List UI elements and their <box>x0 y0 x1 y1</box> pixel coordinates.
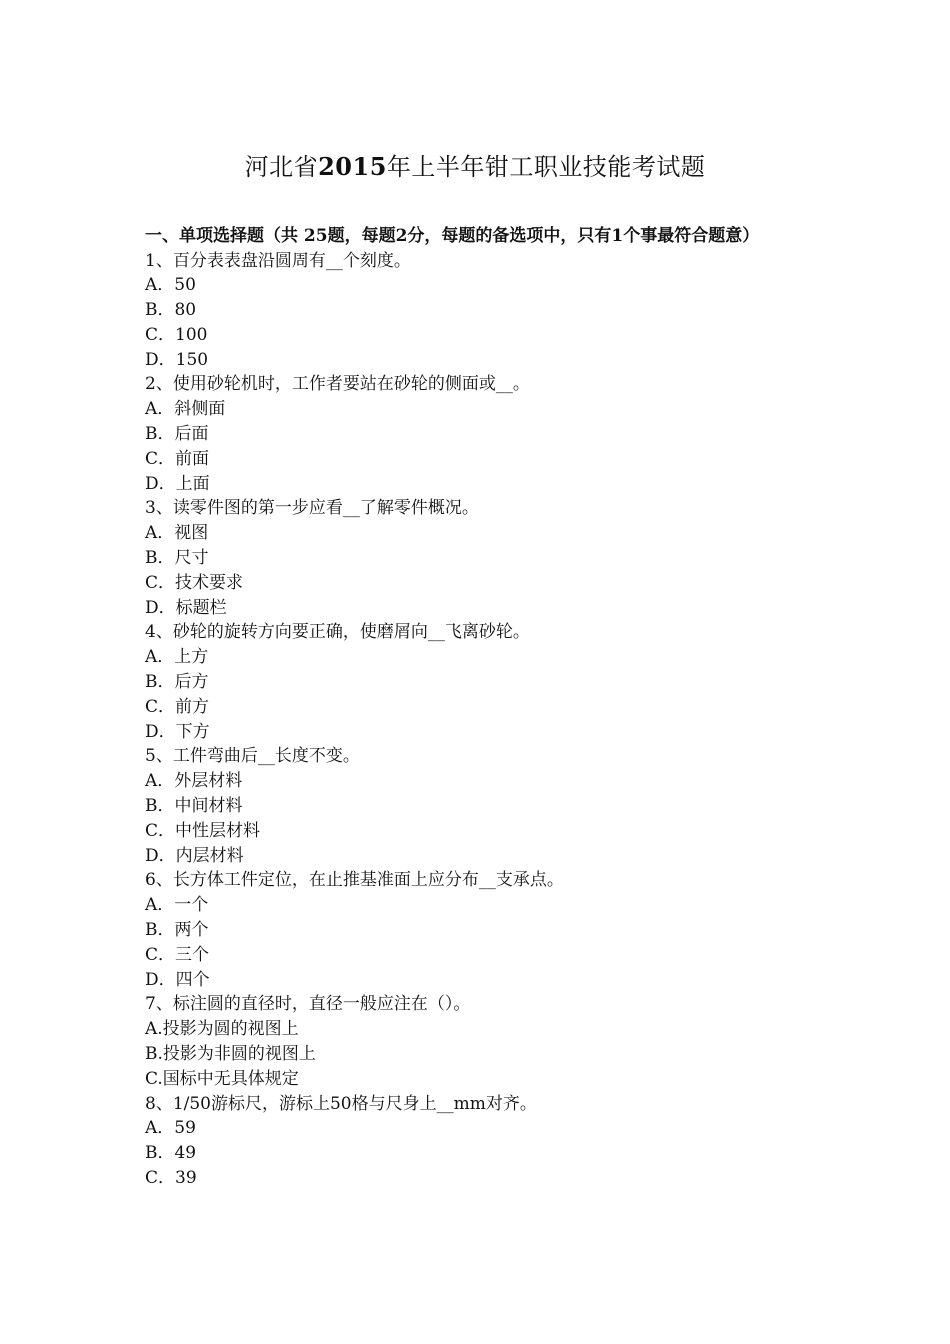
question-3 <box>145 496 815 620</box>
question-stem: 4、砂轮的旋转方向要正确，使磨屑向__飞离砂轮。 <box>145 622 530 643</box>
option-b: B.投影为非圆的视图上 <box>145 1044 316 1064</box>
option-c: C．技术要求 <box>145 572 244 593</box>
option-d: D．上面 <box>145 473 210 494</box>
option-c: C．100 <box>145 324 208 345</box>
option-d: D．150 <box>145 349 209 370</box>
option-a: A．上方 <box>145 647 209 668</box>
option-c: C．中性层材料 <box>145 820 261 841</box>
option-a: A．50 <box>145 275 196 296</box>
question-7 <box>145 992 815 1091</box>
question-stem: 5、工件弯曲后__长度不变。 <box>145 746 360 767</box>
option-d: D．下方 <box>145 721 210 742</box>
option-b: B．80 <box>145 300 197 321</box>
option-c: C．前方 <box>145 696 210 717</box>
question-8 <box>145 1092 815 1191</box>
option-c: C．39 <box>145 1167 197 1188</box>
option-a: A．一个 <box>145 895 209 916</box>
option-a: A．59 <box>145 1118 196 1139</box>
title-part-1: 河北省 <box>244 153 319 181</box>
title-part-2: 年上半年钳工职业技能考试题 <box>386 153 706 181</box>
section-heading: 一、单项选择题（共 25题，每题2分，每题的备选项中，只有1个事最符合题意） <box>145 226 760 246</box>
option-a: A．视图 <box>145 523 209 544</box>
option-b: B．后面 <box>145 424 209 445</box>
question-4 <box>145 620 815 744</box>
option-d: D．内层材料 <box>145 845 244 866</box>
question-stem: 7、标注圆的直径时，直径一般应注在（）。 <box>145 994 471 1015</box>
option-d: D．四个 <box>145 969 210 990</box>
option-b: B．中间材料 <box>145 796 243 817</box>
title-year: 2015 <box>318 152 387 181</box>
option-c: C.国标中无具体规定 <box>145 1068 299 1089</box>
question-stem: 8、1/50游标尺，游标上50格与尺身上__mm对齐。 <box>145 1093 537 1114</box>
document-body <box>145 224 815 1191</box>
option-a: A．斜侧面 <box>145 399 226 420</box>
option-b: B．尺寸 <box>145 548 209 569</box>
question-5 <box>145 744 815 868</box>
option-d: D．标题栏 <box>145 597 227 618</box>
option-b: B．后方 <box>145 672 209 693</box>
question-2 <box>145 372 815 496</box>
question-1 <box>145 249 815 373</box>
option-b: B．49 <box>145 1143 197 1164</box>
option-c: C．前面 <box>145 448 210 469</box>
option-b: B．两个 <box>145 920 209 941</box>
option-a: A．外层材料 <box>145 771 243 792</box>
question-stem: 1、百分表表盘沿圆周有__个刻度。 <box>145 250 411 271</box>
option-c: C．三个 <box>145 944 210 965</box>
question-stem: 3、读零件图的第一步应看__了解零件概况。 <box>145 498 479 519</box>
question-stem: 2、使用砂轮机时，工作者要站在砂轮的侧面或__。 <box>145 374 530 395</box>
question-stem: 6、长方体工件定位，在止推基准面上应分布__支承点。 <box>145 870 564 891</box>
question-6 <box>145 868 815 992</box>
document-title <box>0 150 950 184</box>
option-a: A.投影为圆的视图上 <box>145 1019 299 1040</box>
